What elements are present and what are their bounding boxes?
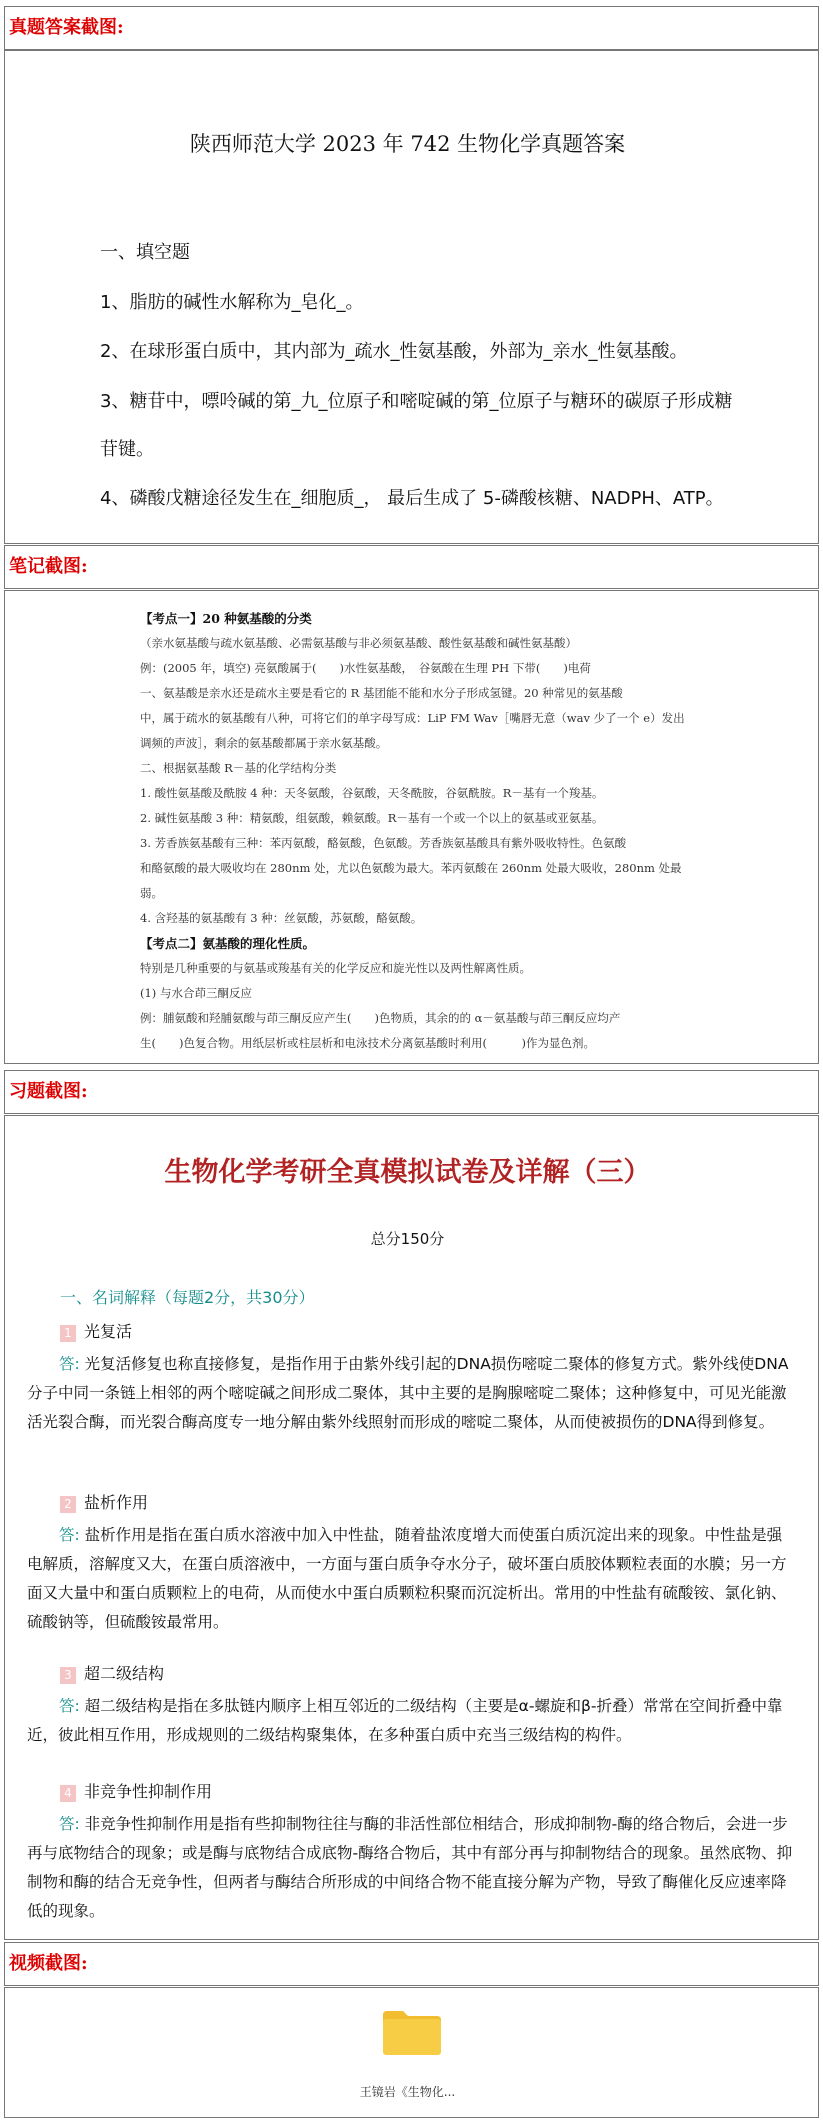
section-label-notes: 笔记截图: — [4, 545, 819, 589]
answers-line: 2、在球形蛋白质中，其内部为_疏水_性氨基酸，外部为_亲水_性氨基酸。 — [100, 341, 688, 362]
note-line: 【考点一】20 种氨基酸的分类 — [140, 611, 312, 626]
note-line: 弱。 — [140, 886, 163, 900]
question-number: 1 — [60, 1325, 76, 1342]
term-label: 超二级结构 — [84, 1664, 165, 1683]
question-number: 4 — [60, 1785, 76, 1802]
answers-line: 苷键。 — [100, 439, 154, 460]
term-label: 盐析作用 — [84, 1493, 149, 1512]
term-label: 光复活 — [84, 1322, 133, 1341]
exam-total-score: 总分150分 — [370, 1230, 445, 1248]
answer-label: 答: — [59, 1697, 80, 1715]
note-line: 一、氨基酸是亲水还是疏水主要是看它的 R 基团能不能和水分子形成氢键。20 种常见的氨基酸 — [140, 686, 623, 700]
answers-line: 1、脂肪的碱性水解称为_皂化_。 — [100, 292, 364, 313]
question-answer — [27, 1350, 797, 1437]
question-term — [60, 1661, 164, 1684]
note-line: 1. 酸性氨基酸及酰胺 4 种：天冬氨酸，谷氨酸，天冬酰胺，谷氨酰胺。R－基有一个羧基。 — [140, 786, 604, 800]
answer-label: 答: — [59, 1815, 80, 1833]
question-term — [60, 1779, 212, 1802]
question-term — [60, 1319, 132, 1342]
section-label-video: 视频截图: — [4, 1942, 819, 1986]
answer-label: 答: — [59, 1355, 80, 1373]
note-line: 例：(2005 年，填空) 亮氨酸属于( )水性氨基酸， 谷氨酸在生理 PH 下带( )电荷 — [140, 661, 591, 675]
answers-line: 4、磷酸戊糖途径发生在_细胞质_， 最后生成了 5-磷酸核糖、NADPH、ATP。 — [100, 488, 724, 509]
exam-section-heading: 一、名词解释（每题2分，共30分） — [60, 1288, 315, 1307]
note-line: (1) 与水合茚三酮反应 — [140, 986, 252, 1000]
note-line: 二、根据氨基酸 R－基的化学结构分类 — [140, 761, 337, 775]
note-line: 【考点二】氨基酸的理化性质。 — [140, 936, 316, 951]
question-answer — [27, 1692, 797, 1750]
answers-title: 陕西师范大学 2023 年 742 生物化学真题答案 — [189, 132, 626, 156]
answers-line: 3、糖苷中，嘌呤碱的第_九_位原子和嘧啶碱的第_位原子与糖环的碳原子形成糖 — [100, 391, 733, 412]
question-answer — [27, 1810, 797, 1926]
answer-text: 盐析作用是指在蛋白质水溶液中加入中性盐，随着盐浓度增大而使蛋白质沉淀出来的现象。中性盐是强电解质，溶解度又大，在蛋白质溶液中，一方面与蛋白质争夺水分子，破坏蛋白质胶体颗粒表面的水膜；另一方面又大量中和蛋白质颗粒上的电荷，从而使水中蛋白质颗粒积聚而沉淀析出。常用的中性盐有硫酸铵、氯化钠、硫酸钠等，但硫酸铵最常用。 — [27, 1526, 787, 1631]
note-line: 和酪氨酸的最大吸收均在 280nm 处，尤以色氨酸为最大。苯丙氨酸在 260nm 处最大吸收，280nm 处最 — [140, 861, 682, 875]
note-line: 调频的声波］，剩余的氨基酸都属于亲水氨基酸。 — [140, 736, 388, 750]
exam-title: 生物化学考研全真模拟试卷及详解（三） — [164, 1157, 651, 1188]
note-line: 特别是几种重要的与氨基或羧基有关的化学反应和旋光性以及两性解离性质。 — [140, 961, 531, 975]
section-label-exercises: 习题截图: — [4, 1070, 819, 1114]
folder-caption[interactable]: 王镜岩《生物化... — [359, 2085, 456, 2099]
answer-text: 非竞争性抑制作用是指有些抑制物往往与酶的非活性部位相结合，形成抑制物-酶的络合物后，会进一步再与底物结合的现象；或是酶与底物结合成底物-酶络合物后，其中有部分再与抑制物结合的现象。虽然底物、抑制物和酶的结合无竞争性，但两者与酶结合所形成的中间络合物不能直接分解为产物，导致了酶催化反应速率降低的现象。 — [27, 1815, 793, 1920]
note-line: 4. 含羟基的氨基酸有 3 种：丝氨酸，苏氨酸，酪氨酸。 — [140, 911, 423, 925]
question-number: 3 — [60, 1667, 76, 1684]
answer-text: 光复活修复也称直接修复，是指作用于由紫外线引起的DNA损伤嘧啶二聚体的修复方式。紫外线使DNA分子中同一条链上相邻的两个嘧啶碱之间形成二聚体，其中主要的是胸腺嘧啶二聚体；这种修复中，可见光能激活光裂合酶，而光裂合酶高度专一地分解由紫外线照射而形成的嘧啶二聚体，从而使被损伤的DNA得到修复。 — [27, 1355, 789, 1431]
answers-line: 一、填空题 — [100, 242, 190, 263]
note-line: 2. 碱性氨基酸 3 种：精氨酸，组氨酸，赖氨酸。R－基有一个或一个以上的氨基或亚氨基。 — [140, 811, 604, 825]
note-line: 3. 芳香族氨基酸有三种：苯丙氨酸，酪氨酸，色氨酸。芳香族氨基酸具有紫外吸收特性。色氨酸 — [140, 836, 627, 850]
note-line: 中，属于疏水的氨基酸有八种，可将它们的单字母写成：LiP FM Wav［嘴唇无意（wav 少了一个 e）发出 — [140, 711, 685, 725]
folder-icon[interactable] — [381, 2007, 443, 2057]
note-line: 例：脯氨酸和羟脯氨酸与茚三酮反应产生( )色物质，其余的的 α－氨基酸与茚三酮反应均产 — [140, 1011, 621, 1025]
section-label-answers: 真题答案截图: — [4, 6, 819, 50]
answer-label: 答: — [59, 1526, 80, 1544]
note-line: （亲水氨基酸与疏水氨基酸、必需氨基酸与非必须氨基酸、酸性氨基酸和碱性氨基酸） — [140, 636, 577, 650]
answer-text: 超二级结构是指在多肽链内顺序上相互邻近的二级结构（主要是α-螺旋和β-折叠）常常在空间折叠中靠近，彼此相互作用，形成规则的二级结构聚集体，在多种蛋白质中充当三级结构的构件。 — [27, 1697, 783, 1744]
note-line: 生( )色复合物。用纸层析或柱层析和电泳技术分离氨基酸时利用( )作为显色剂。 — [140, 1036, 595, 1050]
notes-body — [140, 606, 685, 1056]
question-term — [60, 1490, 148, 1513]
question-number: 2 — [60, 1496, 76, 1513]
question-answer — [27, 1521, 797, 1637]
term-label: 非竞争性抑制作用 — [84, 1782, 213, 1801]
